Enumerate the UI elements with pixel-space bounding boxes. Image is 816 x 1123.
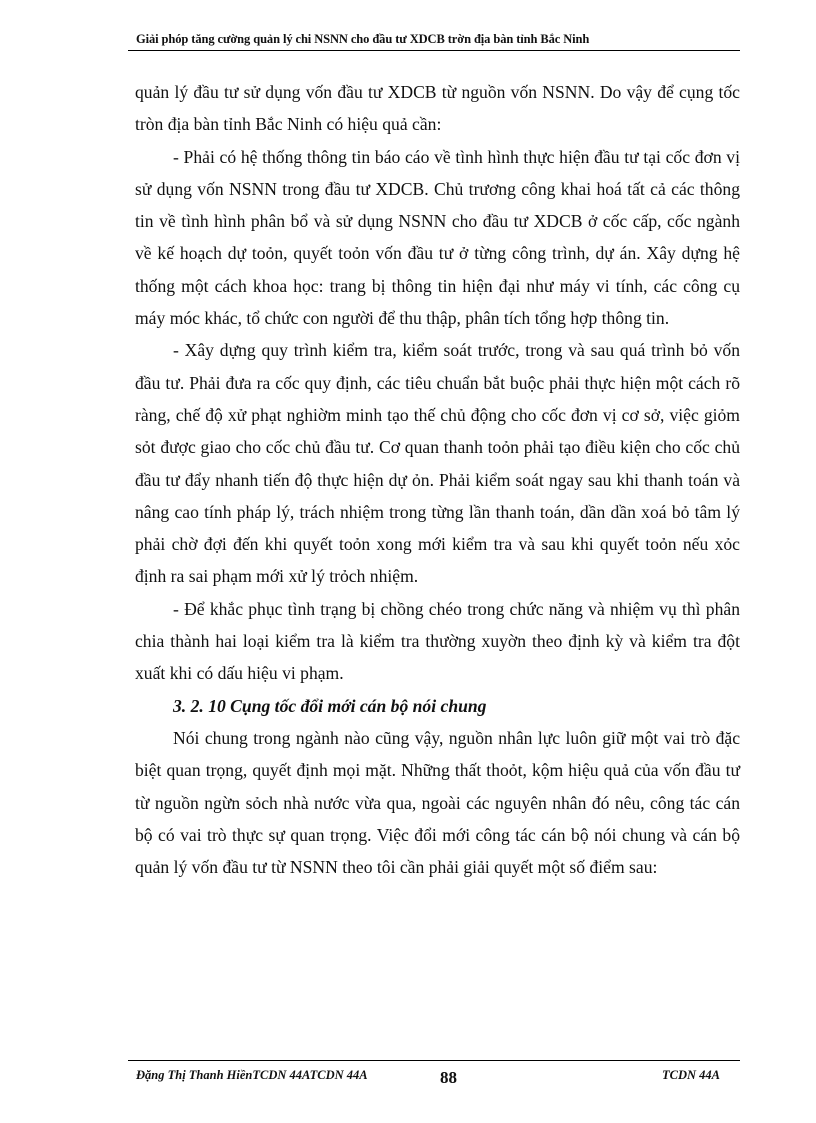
page-number: 88 xyxy=(440,1068,457,1087)
footer-author: Đặng Thị Thanh HiềnTCDN 44ATCDN 44A xyxy=(136,1068,368,1082)
footer-divider xyxy=(128,1060,740,1061)
paragraph-information-system: - Phải có hệ thống thông tin báo cáo về tình hình thực hiện đầu tư tại cốc đơn vị sử dụng vốn NSNN trong đầu tư XDCB. Chủ trương công khai hoá tất cả các thông tin về tình hình phân bổ và sử dụng NSNN cho đầu tư XDCB ở cốc cấp, cốc ngành về kế hoạch dự toỏn, quyết toỏn vốn đầu tư ở từng công trình, dự án. Xây dựng hệ thống một cách khoa học: trang bị thông tin hiện đại như máy vi tính, các công cụ máy móc khác, tổ chức con người để thu thập, phân tích tổng hợp thông tin. xyxy=(135,146,740,329)
running-header: Giải phóp tăng cường quản lý chi NSNN cho đầu tư XDCB trờn địa bàn tỉnh Bắc Ninh xyxy=(136,32,590,46)
footer-class-code: TCDN 44A xyxy=(662,1068,720,1082)
header-divider xyxy=(128,50,740,51)
paragraph-intro: quản lý đầu tư sử dụng vốn đầu tư XDCB từ nguồn vốn NSNN. Do vậy để cụng tốc tròn địa bàn tỉnh Bắc Ninh có hiệu quả cần: xyxy=(135,82,740,135)
paragraph-inspection-process: - Xây dựng quy trình kiểm tra, kiểm soát trước, trong và sau quá trình bỏ vốn đầu tư. Phải đưa ra cốc quy định, các tiêu chuẩn bắt buộc phải thực hiện một cách rõ ràng, chế độ xử phạt nghiờm minh tạo thế chủ động cho cốc đơn vị cơ sở, việc giỏm sỏt được giao cho cốc chủ đầu tư. Cơ quan thanh toỏn phải tạo điều kiện cho cốc chủ đầu tư đẩy nhanh tiến độ thực hiện dự ỏn. Phải kiểm soát ngay sau khi thanh toán và nâng cao tính pháp lý, trách nhiệm trong từng lần thanh toán, dần dần xoá bỏ tâm lý phải chờ đợi đến khi quyết toỏn xong mới kiểm tra và sau khi quyết toỏn nếu xỏc định ra sai phạm mới xử lý trỏch nhiệm. xyxy=(135,340,740,587)
paragraph-human-resources: Nói chung trong ngành nào cũng vậy, nguồn nhân lực luôn giữ một vai trò đặc biệt quan trọng, quyết định mọi mặt. Những thất thoỏt, kộm hiệu quả của vốn đầu tư từ nguồn ngừn sỏch nhà nước vừa qua, ngoài các nguyên nhân đó nêu, công tác cán bộ có vai trò thực sự quan trọng. Việc đổi mới công tác cán bộ nói chung và cán bộ quản lý vốn đầu tư từ NSNN theo tôi cần phải giải quyết một số điểm sau: xyxy=(135,727,740,878)
document-body xyxy=(135,76,740,883)
section-heading: 3. 2. 10 Cụng tốc đổi mới cán bộ nói chung xyxy=(173,695,487,716)
paragraph-overlap-fix: - Để khắc phục tình trạng bị chồng chéo trong chức năng và nhiệm vụ thì phân chia thành hai loại kiểm tra là kiểm tra thường xuyờn theo định kỳ và kiểm tra đột xuất khi có dấu hiệu vi phạm. xyxy=(135,598,740,684)
